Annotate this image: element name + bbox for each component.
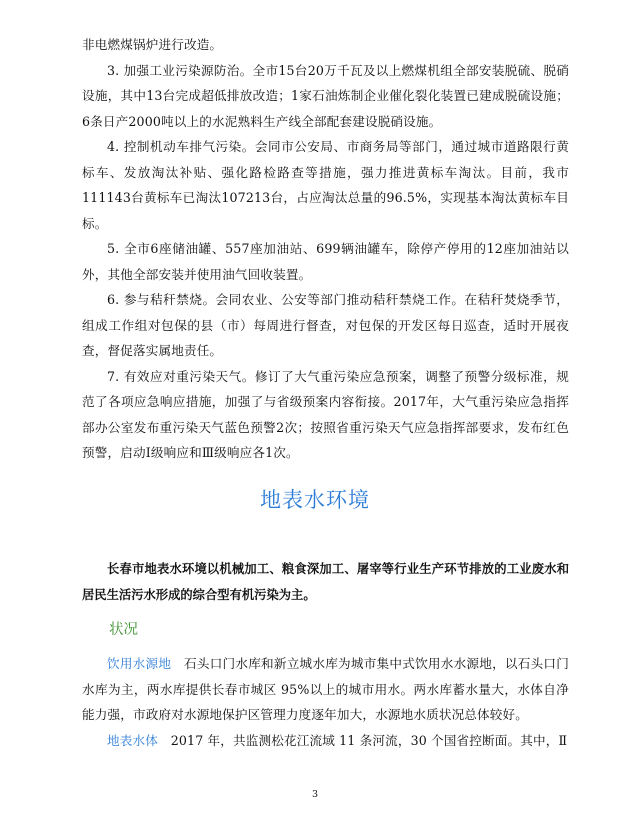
intro-paragraph: 长春市地表水环境以机械加工、粮食深加工、屠宰等行业生产环节排放的工业废水和居民生活污水形成的综合型有机污染为主。 bbox=[82, 562, 569, 602]
section-title: 地表水环境 bbox=[260, 488, 370, 512]
paragraph: 7. 有效应对重污染天气。修订了大气重污染应急预案，调整了预警分级标准，规范了各项应急响应措施，加强了与省级预案内容衔接。2017年，大气重污染应急指挥部办公室发布重污染天气蓝色预警2次；按照省重污染天气应急指挥部要求，发布红色预警，启动Ⅰ级响应和Ⅲ级响应各1次。 bbox=[82, 368, 569, 460]
intro-block bbox=[82, 557, 569, 608]
paragraph: 3. 加强工业污染源防治。全市15台20万千瓦及以上燃煤机组全部安装脱硫、脱硝设施，其中13台完成超低排放改造；1家石油炼制企业催化裂化装置已建成脱硫设施；6条日产2000吨以上的水泥熟料生产线全部配套建设脱硝设施。 bbox=[82, 62, 569, 129]
page-number: 3 bbox=[311, 789, 319, 800]
body-text-top bbox=[82, 32, 569, 466]
term-text: 2017 年，共监测松花江流域 11 条河流，30 个国省控断面。其中，Ⅱ bbox=[157, 732, 568, 748]
term-label: 地表水体 bbox=[107, 732, 158, 748]
status-paragraph bbox=[82, 651, 569, 728]
paragraph: 非电燃煤锅炉进行改造。 bbox=[82, 37, 223, 52]
status-paragraph bbox=[82, 728, 569, 754]
term-text: 石头口门水库和新立城水库为城市集中式饮用水水源地，以石头口门水库为主，两水库提供长春市城区 95%以上的城市用水。两水库蓄水量大，水体自净能力强，市政府对水源地保护区管理力度逐年加大，水源地水质状况总体较好。 bbox=[82, 656, 570, 722]
subheading: 状况 bbox=[109, 622, 138, 638]
paragraph: 4. 控制机动车排气污染。会同市公安局、市商务局等部门，通过城市道路限行黄标车、发放淘汰补贴、强化路检路查等措施，强力推进黄标车淘汰。目前，我市111143台黄标车已淘汰107213台，占应淘汰总量的96.5%，实现基本淘汰黄标车目标。 bbox=[82, 139, 569, 231]
paragraph: 6. 参与秸秆禁烧。会同农业、公安等部门推动秸秆禁烧工作。在秸秆焚烧季节，组成工作组对包保的县（市）每周进行督查，对包保的开发区每日巡查，适时开展夜查，督促落实属地责任。 bbox=[82, 292, 569, 358]
paragraph: 5. 全市6座储油罐、557座加油站、699辆油罐车，除停产停用的12座加油站以外，其他全部安装并使用油气回收装置。 bbox=[82, 241, 569, 282]
term-label: 饮用水源地 bbox=[107, 656, 172, 671]
status-block bbox=[82, 651, 569, 753]
